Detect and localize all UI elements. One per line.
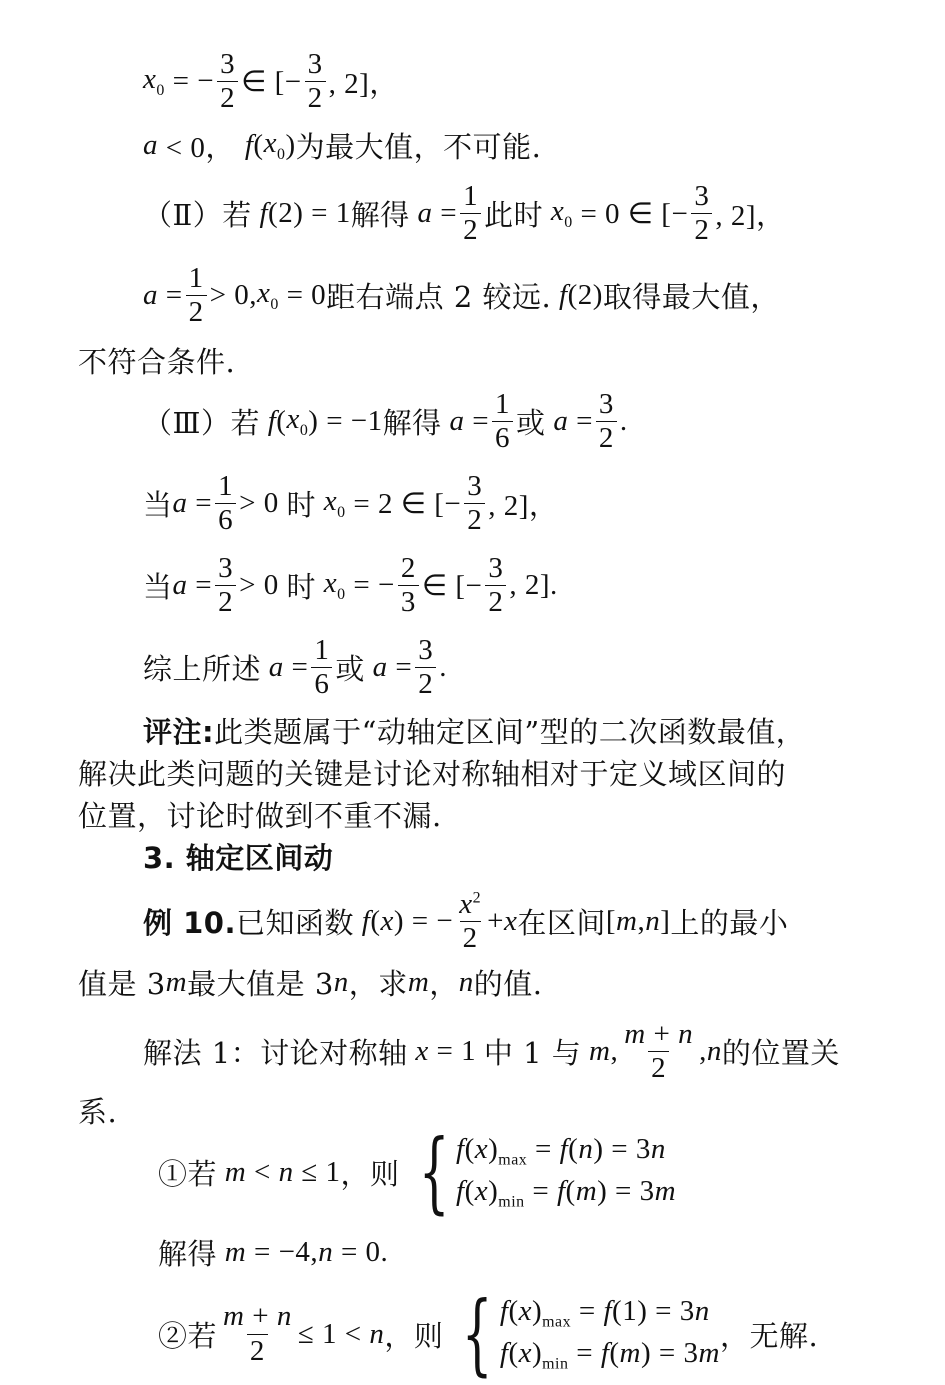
case-1-label: ①若 bbox=[158, 1156, 218, 1191]
section-heading bbox=[143, 836, 945, 877]
math-line-4: a = $\frac{1}{2}$ > 0, $x_0$ = 0 距右端点 2 较远. f (2) 取得最大值， bbox=[143, 262, 780, 329]
remark-text-1: 此类题属于“动轴定区间”型的二次函数最值， bbox=[214, 715, 806, 749]
math-line-6: （Ⅲ）若 f ( $x_0$ ) = −1 解得 a = $\frac{1}{6}$ 或 a = $\frac{3}{2}$ . bbox=[143, 388, 628, 455]
math-line-1: $x_0$ = − $\frac{3}{2}$ ∈ [− $\frac{3}{2}$ , 2]， bbox=[143, 48, 399, 115]
case-label-3: （Ⅲ）若 bbox=[143, 406, 260, 441]
example-text-h: 的值. bbox=[473, 967, 543, 1001]
math-line-2: a < 0， f ( $x_0$ ) 为最大值，不可能. bbox=[143, 126, 542, 164]
example-text-b: 在区间 bbox=[517, 906, 606, 941]
example-text-a: 已知函数 bbox=[235, 906, 354, 941]
math-line-7: 当 a = $\frac{1}{6}$ > 0 时 $x_0$ = 2 ∈ [− $\frac{3}{2}$ , 2]， bbox=[143, 470, 559, 537]
text-when: 当 bbox=[143, 488, 173, 523]
solution-text-d: 系. bbox=[78, 1095, 118, 1129]
remark-line-1 bbox=[143, 710, 945, 751]
math-line-8: 当 a = $\frac{3}{2}$ > 0 时 $x_0$ = − $\frac{2}{3}$ ∈ [− $\frac{3}{2}$ , 2]. bbox=[143, 552, 558, 619]
remark-line-2 bbox=[78, 752, 945, 793]
case-1-then: ，则 bbox=[340, 1156, 400, 1191]
math-line-3: （Ⅱ）若 f (2) = 1 解得 a = $\frac{1}{2}$ 此时 $x_0$ = 0 ∈ [− $\frac{3}{2}$ , 2]， bbox=[143, 180, 786, 247]
text-when-2: 当 bbox=[143, 570, 173, 605]
case-2-no-solution: ，无解. bbox=[719, 1318, 819, 1353]
text-summary: 综上所述 bbox=[143, 652, 262, 687]
text-solve: 解得 bbox=[350, 198, 410, 233]
remark-line-3 bbox=[78, 794, 945, 835]
text-then: 此时 bbox=[484, 198, 544, 233]
remark-text-2: 解决此类问题的关键是讨论对称轴相对于定义域区间的 bbox=[78, 757, 787, 791]
solution-line-1: 解法 1：讨论对称轴 x = 1 中 1 与 m , $\frac{m + n}{2}$ , n 的位置关 bbox=[143, 1018, 840, 1085]
example-text-g: ， bbox=[429, 967, 459, 1001]
text-not-possible: 为最大值，不可能. bbox=[295, 130, 542, 164]
case-1-solve: 解得 bbox=[158, 1237, 218, 1271]
solution-text-b: 中 1 与 bbox=[483, 1036, 582, 1071]
text-max: 取得最大值， bbox=[602, 280, 780, 315]
remark-text-3: 位置，讨论时做到不重不漏. bbox=[78, 799, 442, 833]
solution-text-c: 的位置关 bbox=[721, 1036, 840, 1071]
math-line-9: 综上所述 a = $\frac{1}{6}$ 或 a = $\frac{3}{2}$ . bbox=[143, 634, 447, 701]
text-line-5 bbox=[78, 340, 945, 381]
example-text-d: 值是 3 bbox=[78, 967, 166, 1001]
solution-line-2 bbox=[78, 1090, 945, 1131]
system-1: { $f(x)_{max} = f(n) = 3n$ $f(x)_{min} = f(m) = 3m$ bbox=[418, 1120, 677, 1223]
case-2-line: ②若 $\frac{m + n}{2}$ ≤ 1 < n ，则 { $f(x)_{max} = f(1) = 3n$ $f(x)_{min} = f(m) = 3m$ ，无解. bbox=[158, 1282, 819, 1385]
example-label: 例 10. bbox=[143, 906, 236, 941]
text-or: 或 bbox=[516, 406, 546, 441]
case-1-result: 解得 m = −4, n = 0. bbox=[158, 1232, 945, 1273]
text-far: 距右端点 2 较远. bbox=[326, 280, 552, 315]
example-text-e: 最大值是 3 bbox=[187, 967, 334, 1001]
text-time: 时 bbox=[286, 488, 316, 523]
case-2-label: ②若 bbox=[158, 1318, 218, 1353]
remark-label: 评注: bbox=[143, 715, 215, 749]
section-title: 3. 轴定区间动 bbox=[143, 841, 334, 875]
example-text-f: ，求 bbox=[348, 967, 408, 1001]
example-text-c: 上的最小 bbox=[670, 906, 789, 941]
text-solve-2: 解得 bbox=[382, 406, 442, 441]
text-not-satisfy: 不符合条件. bbox=[78, 345, 236, 379]
example-line-2: 值是 3 m 最大值是 3 n ，求 m ， n 的值. bbox=[78, 962, 945, 1003]
case-label-2: （Ⅱ）若 bbox=[143, 198, 252, 233]
example-line-1: 例 10. 已知函数 f ( x ) = − $\frac{x^2}{2}$ + x 在区间 [ m , n ] 上的最小 bbox=[143, 888, 789, 955]
case-2-then: ，则 bbox=[384, 1318, 444, 1353]
text-time-2: 时 bbox=[286, 570, 316, 605]
case-1-line: ①若 m < n ≤ 1 ，则 { $f(x)_{max} = f(n) = 3n$ $f(x)_{min} = f(m) = 3m$ bbox=[158, 1120, 677, 1223]
solution-text-a: 解法 1：讨论对称轴 bbox=[143, 1036, 408, 1071]
text-or-2: 或 bbox=[335, 652, 365, 687]
system-2: { $f(x)_{max} = f(1) = 3n$ $f(x)_{min} = f(m) = 3m$ bbox=[462, 1282, 720, 1385]
